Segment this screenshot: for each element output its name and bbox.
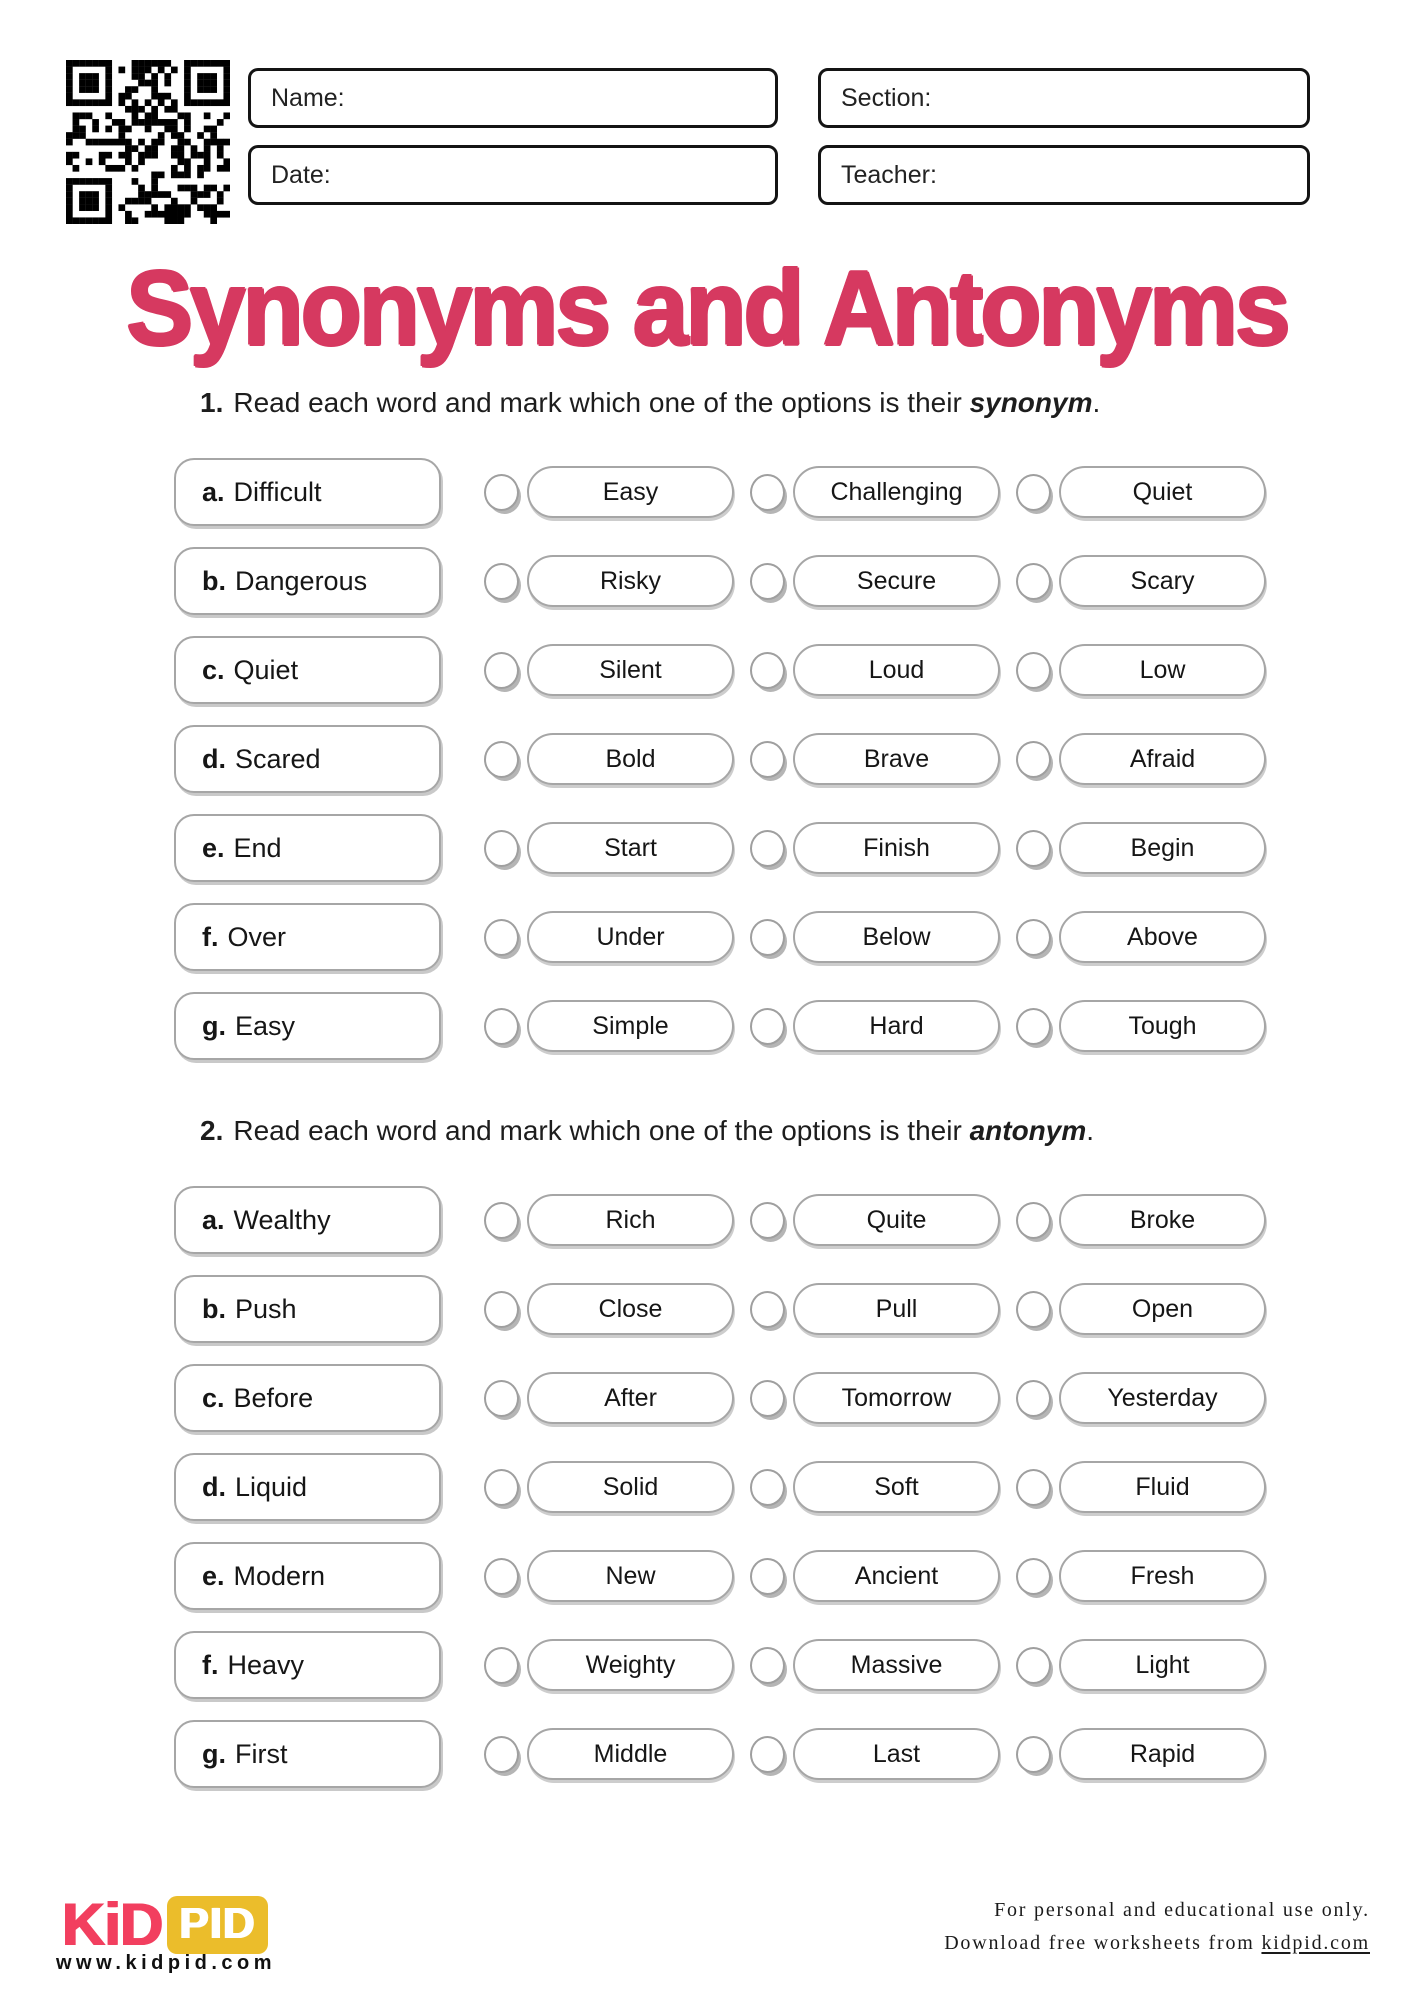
option-pill[interactable] xyxy=(793,1000,1000,1052)
worksheet-row xyxy=(174,636,1414,704)
option-3 xyxy=(1016,1000,1266,1052)
rows-synonyms xyxy=(0,458,1414,1060)
options-group xyxy=(484,911,1282,963)
row-letter: c. xyxy=(202,1382,225,1413)
option-3 xyxy=(1016,644,1266,696)
option-pill[interactable] xyxy=(793,1550,1000,1602)
worksheet-row xyxy=(174,1542,1414,1610)
worksheet-row xyxy=(174,814,1414,882)
option-label: Hard xyxy=(869,1011,924,1040)
option-label: Scary xyxy=(1130,566,1195,595)
option-label: Afraid xyxy=(1129,744,1196,773)
radio-button[interactable] xyxy=(1016,1380,1051,1417)
option-pill[interactable] xyxy=(1059,555,1266,607)
worksheet-row xyxy=(174,1453,1414,1521)
download-text: Download free worksheets from xyxy=(944,1932,1262,1954)
option-pill[interactable] xyxy=(1059,1639,1266,1691)
radio-button[interactable] xyxy=(750,919,785,956)
option-label: Ancient xyxy=(854,1561,939,1590)
options-group xyxy=(484,822,1282,874)
row-word: Dangerous xyxy=(235,565,368,596)
instruction-1-suffix: . xyxy=(1092,387,1101,418)
worksheet-row xyxy=(174,992,1414,1060)
options-group xyxy=(484,1000,1282,1052)
option-1 xyxy=(484,644,734,696)
option-label: Loud xyxy=(868,655,925,684)
options-group xyxy=(484,1639,1282,1691)
option-label: Rich xyxy=(605,1205,656,1234)
radio-button[interactable] xyxy=(750,1380,785,1417)
worksheet-row xyxy=(174,1186,1414,1254)
radio-button[interactable] xyxy=(750,1202,785,1239)
options-group xyxy=(484,1550,1282,1602)
radio-button[interactable] xyxy=(750,1291,785,1328)
option-label: Finish xyxy=(863,833,930,862)
option-3 xyxy=(1016,911,1266,963)
row-word: Difficult xyxy=(233,476,322,507)
option-label: Broke xyxy=(1129,1205,1196,1234)
option-pill[interactable] xyxy=(793,555,1000,607)
option-pill[interactable] xyxy=(1059,1000,1266,1052)
word-box xyxy=(174,547,441,615)
radio-button[interactable] xyxy=(484,1647,519,1684)
row-letter: e. xyxy=(202,832,225,863)
option-1 xyxy=(484,466,734,518)
row-word: Modern xyxy=(233,1560,326,1591)
radio-button[interactable] xyxy=(1016,1202,1051,1239)
instruction-2-suffix: . xyxy=(1086,1115,1095,1146)
option-pill[interactable] xyxy=(793,1283,1000,1335)
option-pill[interactable] xyxy=(1059,733,1266,785)
option-pill[interactable] xyxy=(527,1000,734,1052)
options-group xyxy=(484,1194,1282,1246)
option-pill[interactable] xyxy=(793,1461,1000,1513)
option-label: Light xyxy=(1135,1650,1190,1679)
option-pill[interactable] xyxy=(527,733,734,785)
usage-note xyxy=(944,1894,1370,1960)
radio-button[interactable] xyxy=(750,1736,785,1773)
radio-button[interactable] xyxy=(1016,652,1051,689)
kidpid-link[interactable]: kidpid.com xyxy=(1261,1932,1370,1954)
row-word: Wealthy xyxy=(233,1204,331,1235)
option-label: Last xyxy=(872,1739,921,1768)
word-box xyxy=(174,458,441,526)
option-pill[interactable] xyxy=(1059,1461,1266,1513)
options-group xyxy=(484,644,1282,696)
option-2 xyxy=(750,555,1000,607)
option-label: New xyxy=(605,1561,656,1590)
option-label: Yesterday xyxy=(1107,1383,1218,1412)
option-3 xyxy=(1016,1461,1266,1513)
option-1 xyxy=(484,1000,734,1052)
date-field[interactable] xyxy=(248,145,778,205)
worksheet-row xyxy=(174,1720,1414,1788)
teacher-field[interactable] xyxy=(818,145,1310,205)
radio-button[interactable] xyxy=(484,1736,519,1773)
row-letter: g. xyxy=(202,1010,226,1041)
options-group xyxy=(484,1461,1282,1513)
option-label: Above xyxy=(1127,922,1198,951)
option-2 xyxy=(750,1283,1000,1335)
instruction-1-keyword: synonym xyxy=(969,387,1093,418)
instruction-2-text: Read each word and mark which one of the options is their xyxy=(233,1115,962,1146)
radio-button[interactable] xyxy=(484,474,519,511)
kidpid-logo xyxy=(62,1890,268,1959)
options-group xyxy=(484,1372,1282,1424)
option-label: Simple xyxy=(592,1011,669,1040)
option-pill[interactable] xyxy=(527,1639,734,1691)
worksheet-row xyxy=(174,1364,1414,1432)
option-2 xyxy=(750,466,1000,518)
option-label: Challenging xyxy=(830,477,963,506)
word-box xyxy=(174,1186,441,1254)
option-2 xyxy=(750,733,1000,785)
radio-button[interactable] xyxy=(750,652,785,689)
instruction-2-number: 2. xyxy=(200,1115,224,1146)
radio-button[interactable] xyxy=(1016,1291,1051,1328)
radio-button[interactable] xyxy=(1016,1647,1051,1684)
word-box xyxy=(174,814,441,882)
option-1 xyxy=(484,822,734,874)
instruction-1 xyxy=(200,384,1414,422)
option-pill[interactable] xyxy=(527,555,734,607)
radio-button[interactable] xyxy=(750,1008,785,1045)
section-field-label: Section: xyxy=(841,83,932,112)
row-letter: f. xyxy=(202,921,219,952)
option-label: Low xyxy=(1139,655,1186,684)
radio-button[interactable] xyxy=(1016,1736,1051,1773)
options-group xyxy=(484,733,1282,785)
option-3 xyxy=(1016,555,1266,607)
option-3 xyxy=(1016,1283,1266,1335)
options-group xyxy=(484,466,1282,518)
option-pill[interactable] xyxy=(793,1728,1000,1780)
radio-button[interactable] xyxy=(484,1558,519,1595)
row-word: Scared xyxy=(235,743,321,774)
row-word: First xyxy=(235,1738,288,1769)
option-pill[interactable] xyxy=(527,466,734,518)
word-box xyxy=(174,1453,441,1521)
options-group xyxy=(484,1283,1282,1335)
option-pill[interactable] xyxy=(527,1372,734,1424)
row-word: Over xyxy=(227,921,287,952)
radio-button[interactable] xyxy=(1016,1469,1051,1506)
option-label: Tomorrow xyxy=(841,1383,952,1412)
options-group xyxy=(484,1728,1282,1780)
option-label: Start xyxy=(604,833,657,862)
row-letter: b. xyxy=(202,565,226,596)
radio-button[interactable] xyxy=(1016,474,1051,511)
radio-button[interactable] xyxy=(1016,1558,1051,1595)
option-1 xyxy=(484,1461,734,1513)
radio-button[interactable] xyxy=(750,741,785,778)
radio-button[interactable] xyxy=(484,1008,519,1045)
option-label: Risky xyxy=(599,566,662,595)
option-pill[interactable] xyxy=(1059,1728,1266,1780)
option-label: Easy xyxy=(602,477,659,506)
option-pill[interactable] xyxy=(1059,644,1266,696)
option-label: Massive xyxy=(850,1650,943,1679)
option-pill[interactable] xyxy=(793,911,1000,963)
worksheet-row xyxy=(174,725,1414,793)
radio-button[interactable] xyxy=(750,1469,785,1506)
option-label: After xyxy=(604,1383,657,1412)
instruction-2-keyword: antonym xyxy=(969,1115,1087,1146)
word-box xyxy=(174,1720,441,1788)
radio-button[interactable] xyxy=(1016,919,1051,956)
option-pill[interactable] xyxy=(527,644,734,696)
option-pill[interactable] xyxy=(527,1194,734,1246)
option-pill[interactable] xyxy=(527,1461,734,1513)
option-label: Solid xyxy=(602,1472,659,1501)
option-1 xyxy=(484,1639,734,1691)
row-word: Push xyxy=(235,1293,297,1324)
usage-line-1: For personal and educational use only. xyxy=(994,1899,1370,1921)
option-2 xyxy=(750,644,1000,696)
option-3 xyxy=(1016,1372,1266,1424)
radio-button[interactable] xyxy=(484,563,519,600)
instruction-1-text: Read each word and mark which one of the options is their xyxy=(233,387,962,418)
options-group xyxy=(484,555,1282,607)
option-3 xyxy=(1016,1194,1266,1246)
option-2 xyxy=(750,1000,1000,1052)
option-label: Bold xyxy=(605,744,656,773)
row-word: Liquid xyxy=(235,1471,308,1502)
option-label: Secure xyxy=(856,566,937,595)
radio-button[interactable] xyxy=(484,652,519,689)
option-pill[interactable] xyxy=(527,911,734,963)
option-pill[interactable] xyxy=(527,822,734,874)
instruction-1-number: 1. xyxy=(200,387,224,418)
radio-button[interactable] xyxy=(484,1380,519,1417)
radio-button[interactable] xyxy=(484,1469,519,1506)
worksheet-row xyxy=(174,1631,1414,1699)
row-letter: c. xyxy=(202,654,225,685)
worksheet-row xyxy=(174,458,1414,526)
page-title: Synonyms and Antonyms xyxy=(126,249,1288,368)
radio-button[interactable] xyxy=(1016,563,1051,600)
radio-button[interactable] xyxy=(484,1202,519,1239)
word-box xyxy=(174,1364,441,1432)
qr-code xyxy=(66,60,230,224)
website-url: www.kidpid.com xyxy=(56,1952,277,1974)
row-letter: a. xyxy=(202,1204,225,1235)
option-label: Weighty xyxy=(585,1650,676,1679)
option-label: Silent xyxy=(599,655,662,684)
row-letter: d. xyxy=(202,743,226,774)
option-pill[interactable] xyxy=(1059,1550,1266,1602)
option-pill[interactable] xyxy=(527,1283,734,1335)
radio-button[interactable] xyxy=(750,1647,785,1684)
option-pill[interactable] xyxy=(527,1728,734,1780)
option-1 xyxy=(484,1372,734,1424)
option-label: Begin xyxy=(1130,833,1195,862)
option-pill[interactable] xyxy=(1059,822,1266,874)
option-3 xyxy=(1016,733,1266,785)
section-synonyms xyxy=(0,384,1414,1081)
word-box xyxy=(174,1542,441,1610)
option-pill[interactable] xyxy=(793,1194,1000,1246)
radio-button[interactable] xyxy=(484,741,519,778)
option-label: Quite xyxy=(866,1205,927,1234)
option-2 xyxy=(750,1372,1000,1424)
option-pill[interactable] xyxy=(793,1372,1000,1424)
option-1 xyxy=(484,911,734,963)
option-label: Rapid xyxy=(1129,1739,1196,1768)
option-2 xyxy=(750,911,1000,963)
option-label: Close xyxy=(598,1294,663,1323)
option-1 xyxy=(484,1194,734,1246)
option-1 xyxy=(484,1283,734,1335)
option-pill[interactable] xyxy=(793,644,1000,696)
radio-button[interactable] xyxy=(484,830,519,867)
option-pill[interactable] xyxy=(1059,1194,1266,1246)
option-3 xyxy=(1016,1639,1266,1691)
word-box xyxy=(174,992,441,1060)
row-letter: e. xyxy=(202,1560,225,1591)
logo-kid-text: KiD xyxy=(62,1891,163,1958)
radio-button[interactable] xyxy=(484,919,519,956)
row-word: Before xyxy=(233,1382,314,1413)
option-label: Fresh xyxy=(1130,1561,1195,1590)
usage-line-2 xyxy=(944,1927,1370,1960)
option-pill[interactable] xyxy=(1059,1372,1266,1424)
radio-button[interactable] xyxy=(1016,1008,1051,1045)
section-field[interactable] xyxy=(818,68,1310,128)
option-pill[interactable] xyxy=(527,1550,734,1602)
option-pill[interactable] xyxy=(793,733,1000,785)
rows-antonyms xyxy=(0,1186,1414,1788)
option-1 xyxy=(484,733,734,785)
date-field-label: Date: xyxy=(271,160,331,189)
option-label: Open xyxy=(1131,1294,1194,1323)
worksheet-row xyxy=(174,903,1414,971)
word-box xyxy=(174,636,441,704)
option-3 xyxy=(1016,1728,1266,1780)
option-label: Fluid xyxy=(1135,1472,1190,1501)
option-label: Soft xyxy=(874,1472,919,1501)
radio-button[interactable] xyxy=(484,1291,519,1328)
word-box xyxy=(174,725,441,793)
radio-button[interactable] xyxy=(1016,830,1051,867)
name-field[interactable] xyxy=(248,68,778,128)
option-pill[interactable] xyxy=(793,466,1000,518)
radio-button[interactable] xyxy=(750,474,785,511)
row-word: Heavy xyxy=(227,1649,305,1680)
option-2 xyxy=(750,1550,1000,1602)
row-word: End xyxy=(233,832,282,863)
option-label: Below xyxy=(862,922,931,951)
worksheet-row xyxy=(174,547,1414,615)
option-3 xyxy=(1016,466,1266,518)
option-label: Tough xyxy=(1128,1011,1197,1040)
option-label: Quiet xyxy=(1132,477,1193,506)
teacher-field-label: Teacher: xyxy=(841,160,937,189)
name-field-label: Name: xyxy=(271,83,345,112)
word-box xyxy=(174,1631,441,1699)
instruction-2 xyxy=(200,1112,1414,1150)
option-pill[interactable] xyxy=(793,1639,1000,1691)
row-word: Quiet xyxy=(233,654,299,685)
radio-button[interactable] xyxy=(750,1558,785,1595)
option-1 xyxy=(484,1728,734,1780)
option-3 xyxy=(1016,822,1266,874)
radio-button[interactable] xyxy=(750,830,785,867)
row-letter: g. xyxy=(202,1738,226,1769)
option-pill[interactable] xyxy=(793,822,1000,874)
option-pill[interactable] xyxy=(1059,1283,1266,1335)
option-pill[interactable] xyxy=(1059,911,1266,963)
row-letter: b. xyxy=(202,1293,226,1324)
option-label: Pull xyxy=(875,1294,918,1323)
word-box xyxy=(174,1275,441,1343)
option-label: Brave xyxy=(863,744,930,773)
option-2 xyxy=(750,1639,1000,1691)
row-letter: f. xyxy=(202,1649,219,1680)
worksheet-row xyxy=(174,1275,1414,1343)
radio-button[interactable] xyxy=(750,563,785,600)
option-1 xyxy=(484,1550,734,1602)
option-label: Middle xyxy=(593,1739,668,1768)
logo-pid-badge: PID xyxy=(167,1896,267,1954)
option-3 xyxy=(1016,1550,1266,1602)
radio-button[interactable] xyxy=(1016,741,1051,778)
option-pill[interactable] xyxy=(1059,466,1266,518)
option-2 xyxy=(750,1194,1000,1246)
section-antonyms xyxy=(0,1112,1414,1809)
row-word: Easy xyxy=(235,1010,296,1041)
row-letter: d. xyxy=(202,1471,226,1502)
option-2 xyxy=(750,1728,1000,1780)
word-box xyxy=(174,903,441,971)
option-2 xyxy=(750,1461,1000,1513)
row-letter: a. xyxy=(202,476,225,507)
option-2 xyxy=(750,822,1000,874)
option-label: Under xyxy=(596,922,665,951)
option-1 xyxy=(484,555,734,607)
